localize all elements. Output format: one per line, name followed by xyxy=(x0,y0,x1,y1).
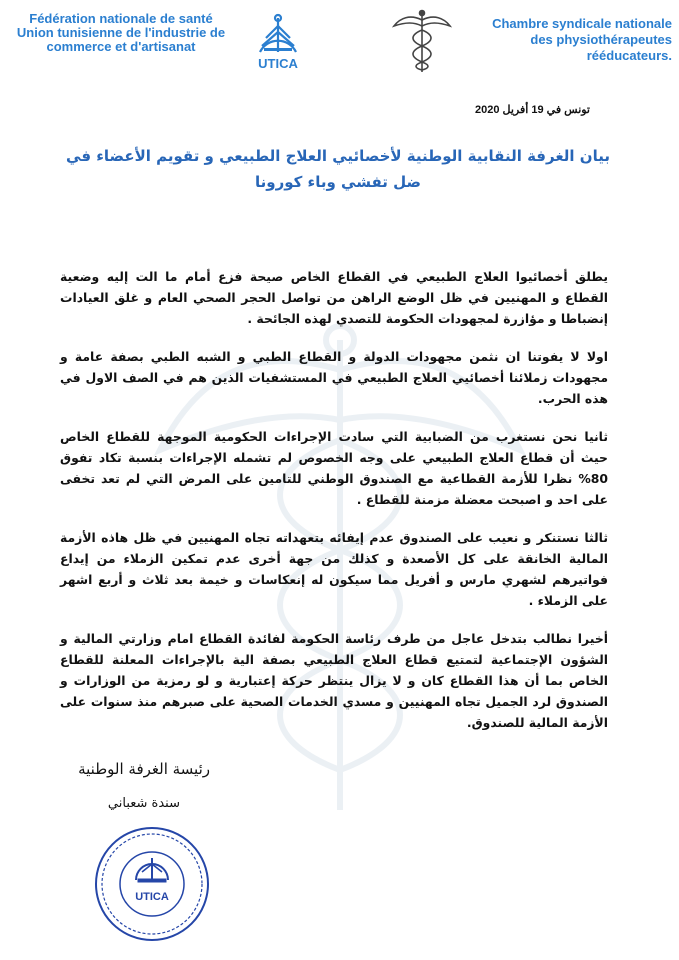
document-body xyxy=(60,266,608,750)
header-right-line-3: rééducateurs. xyxy=(586,48,672,63)
paragraph-4: ثالثا نستنكر و نعيب على الصندوق عدم إيفائه بتعهداته تجاه المهنيين في ظل هاذه الأزمة المالية الخانقة على كل الأصعدة و كذلك من جهة أخرى عدم تمكين الزملاء من إيداع فواتيرهم لشهري مارس و أفريل مما سيكون له إنعكاسات و خيمة بعد ثلاث و أربع اشهر على الزملاء . xyxy=(60,530,608,608)
paragraph-2: اولا لا يفوتنا ان نثمن مجهودات الدولة و القطاع الطبي و الشبه الطبي بصفة عامة و مجهودات زملائنا أخصائيي العلاج الطبيعي في المستشفيات الذين هم في الصف الاول في هذه الحرب. xyxy=(60,349,608,406)
document-date: تونس في 19 أفريل 2020 xyxy=(475,104,590,116)
signatory-name: سندة شعباني xyxy=(107,796,180,811)
header-left-line-1: Fédération nationale de santé xyxy=(29,11,213,26)
paragraph-1: يطلق أخصائيوا العلاج الطبيعي في القطاع الخاص صيحة فزع أمام ما الت إليه وضعية القطاع و المهنيين في ظل الوضع الراهن من تواصل الحجر الصحي العام و غلق العيادات إنضباطا و مؤازرة لمجهودات الحكومة للتصدي لهذه الجائحة . xyxy=(60,269,608,326)
official-stamp xyxy=(92,824,212,944)
header-right-line-1: Chambre syndicale nationale xyxy=(492,16,672,31)
document-title: بيان الغرفة النقابية الوطنية لأخصائيي العلاج الطبيعي و تقويم الأعضاء في ضل تفشي وباء كورونا xyxy=(66,147,610,191)
signatory-title: رئيسة الغرفة الوطنية xyxy=(78,760,210,778)
caduceus-icon xyxy=(392,8,452,74)
utica-logo-text: UTICA xyxy=(258,56,298,71)
paragraph-3: ثانيا نحن نستغرب من الضبابية التي سادت الإجراءات الحكومية الموجهة للقطاع الخاص حيث أن قطاع العلاج الطبيعي على وجه الخصوص لم تشمله الإجراءات بنسبة تكاد تفوق 80% نظرا للأزمة القطاعية مع الصندوق الوطني للتامين على المرض التي لم تعد تخفى على احد و اصبحت معضلة مزمنة للقطاع . xyxy=(60,429,608,507)
header-right-line-2: des physiothérapeutes xyxy=(530,32,672,47)
header-organization-left xyxy=(6,12,236,54)
header-left-line-3: commerce et d'artisanat xyxy=(46,39,196,54)
stamp-logo-text: UTICA xyxy=(135,891,169,903)
paragraph-5: أخيرا نطالب بتدخل عاجل من طرف رئاسة الحكومة لفائدة القطاع امام وزارتي المالية و الشؤون الإجتماعية لتمتيع قطاع العلاج الطبيعي بصفة الية بالإجراءات المعلنة للقطاع الخاص بما أن هذا القطاع كان و لا يزال ينتظر حركة إعتبارية و لو رمزية من الوزارات و الصندوق لرد الجميل تجاه المهنيين و مسدي الخدمات الصحية على صبرهم منذ سنوات على الأزمة المالية للصندوق. xyxy=(60,631,608,730)
header-left-line-2: Union tunisienne de l'industrie de xyxy=(16,25,226,40)
header-organization-right xyxy=(452,16,672,64)
